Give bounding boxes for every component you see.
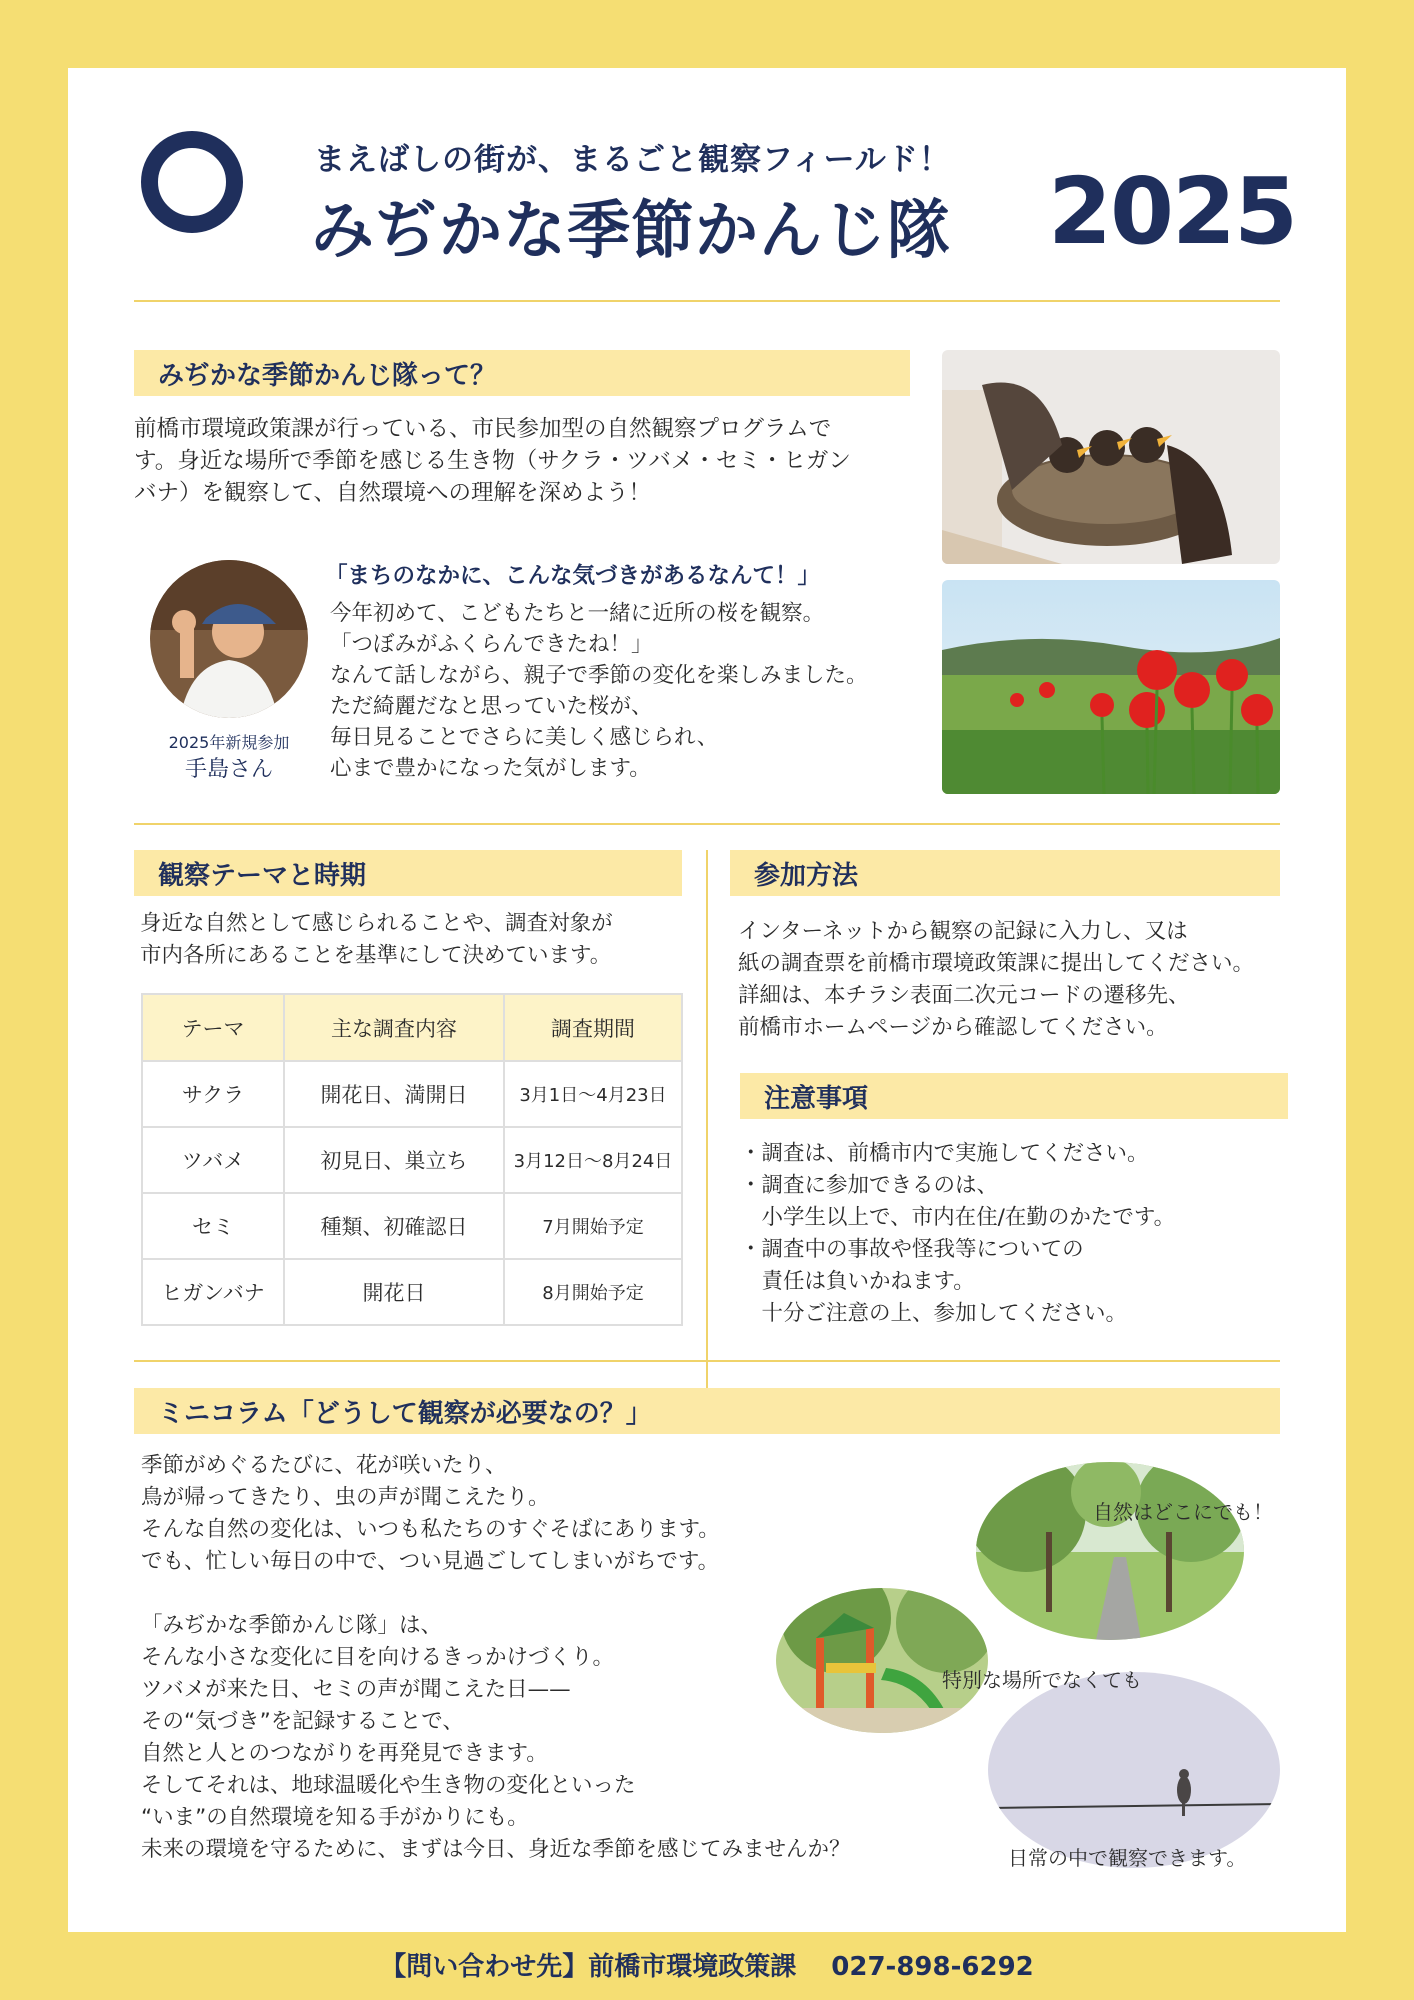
person-name: 手島さん <box>184 757 273 782</box>
theme-table <box>141 993 683 1326</box>
participation-body: インターネットから観察の記録に入力し、又は 紙の調査票を前橋市環境政策課に提出してください。 詳細は、本チラシ表面二次元コードの遷移先、 前橋市ホームページから確認してください。 <box>738 919 1255 1040</box>
table-header-cell: 主な調査内容 <box>284 994 504 1061</box>
vertical-divider <box>706 850 708 1402</box>
page-title: みぢかな季節かんじ隊 <box>311 194 951 267</box>
column-body: 季節がめぐるたびに、花が咲いたり、 鳥が帰ってきたり、虫の声が聞こえたり。 そんな自然の変化は、いつも私たちのすぐそばにあります。 でも、忙しい毎日の中で、つい見過ごしてしまいがちです。 「みぢかな季節かんじ隊」は、 そんな小さな変化に目を向けるきっかけづくり。 ツバメが来た日、セミの声が聞こえた日—— その“気づき”を記録することで、 自然と人とのつながりを再発見できます。 そしてそれは、地球温暖化や生き物の変化といった “いま”の自然環境を知る手がかりにも。 未来の環境を守るために、まずは今日、身近な季節を感じてみませんか？ <box>141 1453 851 1862</box>
table-cell: ヒガンバナ <box>142 1259 284 1325</box>
photo-label: 日常の中で観察できます。 <box>1008 1846 1247 1870</box>
table-cell: 開花日 <box>284 1259 504 1325</box>
table-cell: ツバメ <box>142 1127 284 1193</box>
divider <box>134 300 1280 302</box>
about-heading: みぢかな季節かんじ隊って？ <box>134 350 910 396</box>
list-item: ・調査中の事故や怪我等についての 責任は負いかねます。 十分ご注意の上、参加してください。 <box>740 1237 1128 1326</box>
divider <box>134 823 1280 825</box>
spider-lily-photo <box>942 580 1280 794</box>
table-cell: 種類、初確認日 <box>284 1193 504 1259</box>
table-row <box>142 1061 682 1127</box>
title-year: 2025 <box>1048 158 1297 265</box>
avatar <box>150 560 308 718</box>
flyer-sheet <box>68 68 1346 1932</box>
about-body: 前橋市環境政策課が行っている、市民参加型の自然観察プログラムで す。身近な場所で季節を感じる生き物（サクラ・ツバメ・セミ・ヒガン バナ）を観察して、自然環境への理解を深めよう！ <box>134 416 851 506</box>
table-cell: 3月12日～8月24日 <box>504 1127 682 1193</box>
themes-heading: 観察テーマと時期 <box>134 850 682 896</box>
bird-on-wire-photo <box>988 1672 1280 1868</box>
photo-label: 特別な場所でなくても <box>942 1668 1142 1692</box>
divider <box>134 1360 1280 1362</box>
table-row <box>142 1193 682 1259</box>
themes-intro: 身近な自然として感じられることや、調査対象が 市内各所にあることを基準にして決めています。 <box>140 911 613 968</box>
swallow-nest-photo <box>942 350 1280 564</box>
table-cell: 7月開始予定 <box>504 1193 682 1259</box>
person-caption: 2025年新規参加 <box>168 733 290 752</box>
table-row <box>142 1259 682 1325</box>
table-header-cell: テーマ <box>142 994 284 1061</box>
notes-list <box>740 1138 1300 1330</box>
playground-photo <box>776 1588 988 1733</box>
park-path-photo <box>976 1462 1244 1640</box>
table-header-row <box>142 994 682 1061</box>
circle-logo-icon <box>141 131 243 233</box>
table-row <box>142 1127 682 1193</box>
column-heading: ミニコラム「どうして観察が必要なの？」 <box>134 1388 1280 1434</box>
testimonial-quote: 「まちのなかに、こんな気づきがあるなんて！」 <box>325 563 821 589</box>
list-item: ・調査に参加できるのは、 小学生以上で、市内在住/在勤のかたです。 <box>740 1173 1176 1230</box>
table-cell: 開花日、満開日 <box>284 1061 504 1127</box>
table-cell: 8月開始予定 <box>504 1259 682 1325</box>
contact-footer: 【問い合わせ先】前橋市環境政策課 027-898-6292 <box>380 1952 1034 1982</box>
list-item: ・調査は、前橋市内で実施してください。 <box>740 1141 1149 1166</box>
table-cell: サクラ <box>142 1061 284 1127</box>
table-cell: セミ <box>142 1193 284 1259</box>
tagline: まえばしの街が、まるごと観察フィールド！ <box>314 142 951 178</box>
participation-heading: 参加方法 <box>730 850 1280 896</box>
notes-heading: 注意事項 <box>740 1073 1288 1119</box>
table-cell: 3月1日～4月23日 <box>504 1061 682 1127</box>
photo-label: 自然はどこにでも！ <box>1093 1500 1273 1524</box>
table-header-cell: 調査期間 <box>504 994 682 1061</box>
table-cell: 初見日、巣立ち <box>284 1127 504 1193</box>
testimonial-body: 今年初めて、こどもたちと一緒に近所の桜を観察。 「つぼみがふくらんできたね！」 なんて話しながら、親子で季節の変化を楽しみました。 ただ綺麗だなと思っていた桜が、 毎日見ることでさらに美しく感じられ、 心まで豊かになった気がします。 <box>330 601 868 781</box>
